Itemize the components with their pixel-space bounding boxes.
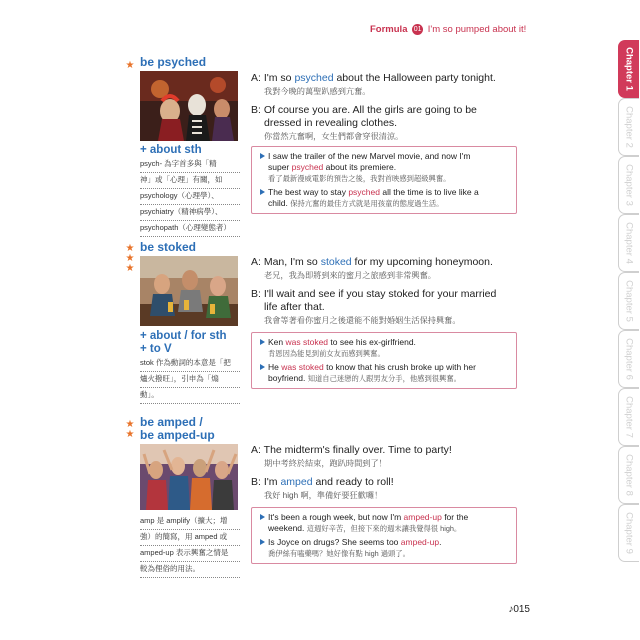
tab-chapter-6[interactable]: Chapter 6 (618, 330, 639, 388)
example-sentence: It's been a rough week, but now I'm amped-up for the weekend. 這週好辛苦，但接下來的週末讓我覺得很 high。 (260, 512, 508, 534)
dialog-line-b: B: I'll wait and see if you stay stoked for your married life after that. (251, 288, 497, 313)
word-note: stok 作為動詞的本意是「把 爐火撥旺」，引申為「煽 動」。 (140, 356, 240, 404)
tab-chapter-2[interactable]: Chapter 2 (618, 98, 639, 156)
star-icon: ★ (125, 253, 135, 264)
bullet-triangle-icon (260, 339, 265, 345)
bullet-triangle-icon (260, 189, 265, 195)
star-rating (124, 244, 136, 274)
dialog-line-b: B: I'm amped and ready to roll! (251, 476, 394, 488)
star-icon: ★ (125, 243, 135, 254)
dialog-line-a: A: I'm so psyched about the Halloween party tonight. (251, 72, 496, 84)
dialog (251, 256, 523, 327)
party-crowd-photo (140, 444, 238, 510)
bullet-triangle-icon (260, 539, 265, 545)
tab-chapter-7[interactable]: Chapter 7 (618, 388, 639, 446)
tab-chapter-8[interactable]: Chapter 8 (618, 446, 639, 504)
dialog (251, 444, 521, 502)
example-box (251, 146, 517, 214)
formula-label: Formula (370, 24, 408, 36)
section-heading: be stoked (140, 240, 197, 254)
dialog-translation: 我會等著看你蜜月之後還能不能對婚姻生活保持興奮。 (264, 316, 461, 325)
page-number: ♪015 (508, 604, 530, 615)
friends-drinking-photo (140, 256, 238, 326)
star-icon: ★ (125, 419, 135, 430)
bullet-triangle-icon (260, 153, 265, 159)
example-box (251, 507, 517, 564)
dialog (251, 72, 521, 143)
tab-chapter-4[interactable]: Chapter 4 (618, 214, 639, 272)
star-rating (124, 420, 136, 440)
word-note: amp 是 amplify（擴大；增 強）的簡寫，用 amped 或 amped-up 表示興奮之情是 較為俚俗的用法。 (140, 514, 240, 578)
star-rating (124, 61, 136, 71)
example-sentence: He was stoked to know that his crush broke up with her boyfriend. 知道自己迷戀的人跟男友分手，他感到很興奮。 (260, 362, 508, 384)
usage-pattern: + about / for sth + to V (140, 330, 227, 355)
dialog-translation: 我對今晚的萬聖趴感到亢奮。 (264, 87, 371, 96)
usage-pattern: + about sth (140, 144, 202, 156)
dialog-translation: 期中考終於結束，跑趴時間到了！ (264, 459, 387, 468)
dialog-translation: 老兄，我為即將到來的蜜月之旅感到非常興奮。 (264, 271, 436, 280)
formula-number: 01 (413, 26, 422, 33)
word-note: psych- 為字首多與「精 神」或「心理」有關，如 psychology（心理學）、 psychiatry（精神病學）、 psychopath（心理變態者） (140, 157, 240, 237)
star-icon: ★ (125, 60, 135, 71)
example-box (251, 332, 517, 389)
section-heading: be amped / be amped-up (140, 415, 215, 442)
example-sentence: Ken was stoked to see his ex-girlfriend. 肯恩因為能見到前女友而感到興奮。 (260, 337, 508, 359)
tab-chapter-1[interactable]: Chapter 1 (618, 40, 639, 98)
section-heading: be psyched (140, 55, 207, 69)
dialog-translation: 你當然亢奮啊，女生們都會穿很清涼。 (264, 132, 404, 141)
star-icon: ★ (125, 429, 135, 440)
star-icon: ★ (125, 263, 135, 274)
dialog-translation: 我好 high 啊，準備好要狂歡囉！ (264, 491, 383, 500)
tab-chapter-3[interactable]: Chapter 3 (618, 156, 639, 214)
tab-chapter-5[interactable]: Chapter 5 (618, 272, 639, 330)
example-sentence: I saw the trailer of the new Marvel movie, and now I'm super psyched about its premiere. 看了最新漫威電影的預告之後，我對首映感到超級興奮。 (260, 151, 508, 184)
example-sentence: Is Joyce on drugs? She seems too amped-up. 喬伊絲有嗑藥嗎？她好像有點 high 過頭了。 (260, 537, 508, 559)
dialog-line-a: A: The midterm's finally over. Time to party! (251, 444, 452, 456)
dialog-line-b: B: Of course you are. All the girls are going to be dressed in revealing clothes. (251, 104, 477, 129)
page-header (370, 24, 526, 35)
bullet-triangle-icon (260, 364, 265, 370)
example-sentence: The best way to stay psyched all the time is to live like a child. 保持亢奮的最佳方式就是用孩童的態度過生活。 (260, 187, 508, 209)
music-note-icon: ♪ (508, 604, 514, 615)
halloween-party-photo (140, 71, 238, 141)
tab-chapter-9[interactable]: Chapter 9 (618, 504, 639, 562)
dialog-line-a: A: Man, I'm so stoked for my upcoming honeymoon. (251, 256, 493, 268)
formula-title: I'm so pumped about it! (427, 24, 527, 36)
bullet-triangle-icon (260, 514, 265, 520)
